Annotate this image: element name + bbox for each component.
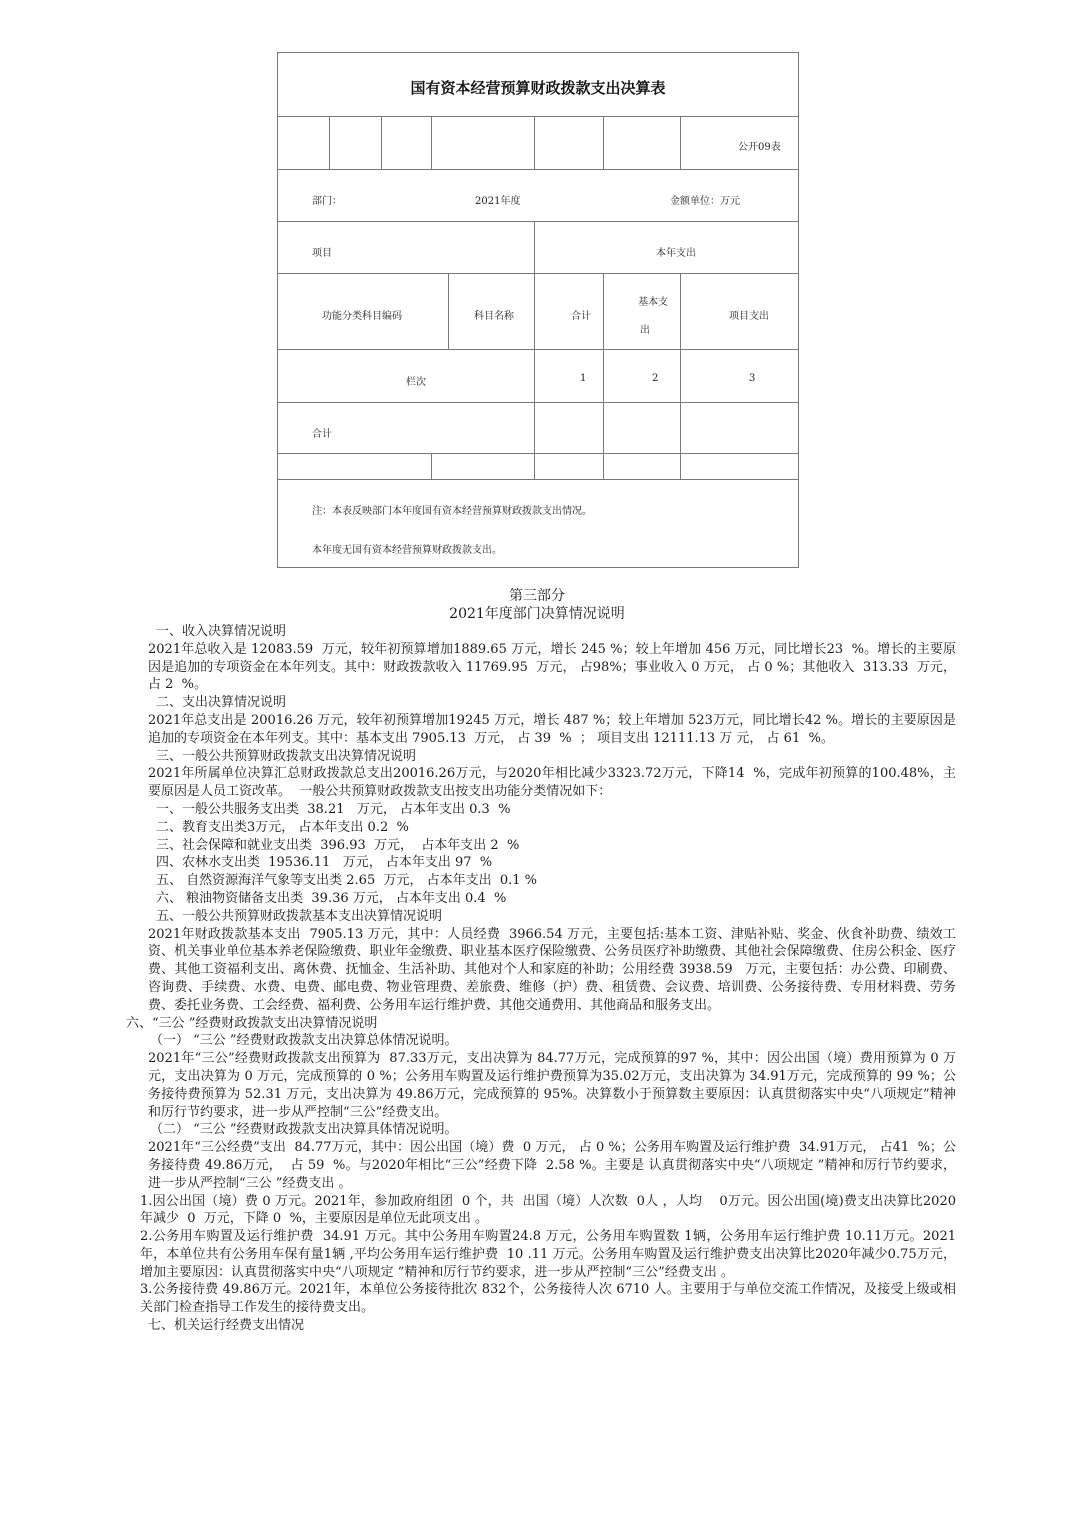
body-paragraph: 2.公务用车购置及运行维护费 34.91 万元。其中公务用车购置24.8 万元，公务用车购置数 1辆，公务用车运行维护费 10.11万元。2021年，本单位共有公务用车保有量1辆 ,平均公务用车运行维护费 10 .11 万元。公务用车购置及运行维护费支出决算比2020年减少0.75万元，增加主要原因：认真贯彻落实中央“八项规定 ”精神和厉行节约要求，进一步从严控制“三公”经费支出 。 bbox=[140, 1229, 956, 1280]
body-paragraph: 三、社会保障和就业支出类 396.93 万元， 占本年支出 2 % bbox=[156, 837, 520, 853]
table-rule bbox=[603, 116, 604, 169]
header-project-exp: 项目支出 bbox=[729, 311, 769, 322]
table-rule bbox=[534, 116, 535, 169]
amount-unit: 金额单位：万元 bbox=[670, 196, 740, 207]
header-total: 合计 bbox=[571, 311, 591, 322]
part-heading: 第三部分 bbox=[509, 588, 565, 604]
lanci-2: 2 bbox=[652, 373, 659, 384]
body-paragraph: 一、一般公共服务支出类 38.21 万元， 占本年支出 0.3 % bbox=[156, 801, 511, 817]
body-paragraph: 1.因公出国（境）费 0 万元。2021年，参加政府组团 0 个，共 出国（境）人次数 0人 ，人均 0万元。因公出国(境)费支出决算比2020年减少 0 万元，下降 0 %，主要原因是单位无此项支出 。 bbox=[140, 1193, 956, 1227]
body-paragraph: 一、收入决算情况说明 bbox=[156, 624, 287, 639]
body-paragraph: 六、 粮油物资储备支出类 39.36 万元， 占本年支出 0.4 % bbox=[156, 890, 507, 906]
table-note-1: 注：本表反映部门本年度国有资本经营预算财政拨款支出情况。 bbox=[312, 506, 592, 517]
body-paragraph: （一） “三公 ”经费财政拨款支出决算总体情况说明。 bbox=[150, 1033, 458, 1049]
table-rule bbox=[278, 453, 798, 454]
table-rule bbox=[278, 402, 798, 403]
table-note-2: 本年度无国有资本经营预算财政拨款支出。 bbox=[312, 545, 502, 556]
table-rule bbox=[278, 116, 798, 117]
table-rule bbox=[603, 273, 604, 479]
table-title: 国有资本经营预算财政拨款支出决算表 bbox=[410, 79, 666, 97]
lanci-1: 1 bbox=[580, 373, 587, 384]
body-paragraph: 2021年“三公”经费财政拨款支出预算为 87.33万元，支出决算为 84.77万元，完成预算的97 %，其中：因公出国（境）费用预算为 0 万元，支出决算为 0 万元，完成预算的 0 %；公务用车购置及运行维护费预算为35.02万元，支出决算为 34.91万元，完成预算的 99 %；公务接待费预算为 52.31 万元，支出决算为 49.86万元，完成预算的 95%。决算数小于预算数主要原因：认真贯彻落实中央“八项规定”精神和厉行节约要求，进一步从严控制“三公”经费支出。 bbox=[148, 1051, 956, 1120]
header-project: 项目 bbox=[312, 248, 332, 259]
table-rule bbox=[431, 453, 432, 479]
table-rule bbox=[329, 116, 330, 169]
body-paragraph: 2021年财政拨款基本支出 7905.13 万元，其中：人员经费 3966.54 万元，主要包括:基本工资、津贴补贴、奖金、伙食补助费、绩效工资、机关事业单位基本养老保险缴费、职业年金缴费、职业基本医疗保险缴费、公务员医疗补助缴费、其他社会保障缴费、住房公积金、医疗费、其他工资福利支出、离休费、抚恤金、生活补助、其他对个人和家庭的补助；公用经费 3938.59 万元，主要包括：办公费、印刷费、咨询费、手续费、水费、电费、邮电费、物业管理费、差旅费、维修（护）费、租赁费、会议费、培训费、公务接待费、专用材料费、劳务费、委托业务费、工会经费、福利费、公务用车运行维护费、其他交通费用、其他商品和服务支出。 bbox=[148, 926, 956, 1013]
table-rule bbox=[431, 116, 432, 169]
lanci-3: 3 bbox=[749, 373, 756, 384]
body-paragraph: 2021年所属单位决算汇总财政拨款总支出20016.26万元，与2020年相比减少3323.72万元，下降14 %，完成年初预算的100.48%，主要原因是人员工资改革。 一般公共预算财政拨款支出按支出功能分类情况如下： bbox=[148, 766, 956, 800]
body-paragraph: 三、一般公共预算财政拨款支出决算情况说明 bbox=[156, 748, 417, 764]
table-rule bbox=[680, 116, 681, 169]
body-paragraph: 2021年总支出是 20016.26 万元，较年初预算增加19245 万元，增长 487 %；较上年增加 523万元，同比增长42 %。增长的主要原因是追加的专项资金在本年列支。其中：基本支出 7905.13 万元， 占 39 % ； 项目支出 12111.13 万 元， 占 61 %。 bbox=[148, 712, 956, 746]
table-rule bbox=[278, 349, 798, 350]
body-paragraph: 七、机关运行经费支出情况 bbox=[148, 1318, 305, 1334]
part-subheading: 2021年度部门决算情况说明 bbox=[449, 606, 625, 622]
body-paragraph: 五、一般公共预算财政拨款基本支出决算情况说明 bbox=[156, 908, 443, 924]
row-lanci: 栏次 bbox=[406, 377, 426, 388]
header-basic-line2: 出 bbox=[640, 325, 650, 336]
body-paragraph: 二、教育支出类3万元， 占本年支出 0.2 % bbox=[156, 819, 409, 835]
body-paragraph: 2021年“三公经费”支出 84.77万元，其中：因公出国（境）费 0 万元， 占 0 %；公务用车购置及运行维护费 34.91万元， 占41 %；公务接待费 49.86万元， 占 59 %。与2020年相比“三公”经费下降 2.58 %。主要是 认真贯彻落实中央“八项规定 ”精神和厉行节约要求，进一步从严控制“三公 ”经费支出 。 bbox=[148, 1140, 956, 1191]
table-rule bbox=[534, 221, 535, 479]
table-rule bbox=[680, 273, 681, 479]
table-rule bbox=[448, 273, 449, 349]
body-paragraph: 五、 自然资源海洋气象等支出类 2.65 万元， 占本年支出 0.1 % bbox=[156, 873, 538, 889]
body-paragraph: （二） “三公 ”经费财政拨款支出决算具体情况说明。 bbox=[150, 1122, 458, 1138]
table-rule bbox=[278, 169, 798, 170]
body-paragraph: 六、“三公 ”经费财政拨款支出决算情况说明 bbox=[126, 1015, 378, 1031]
table-rule bbox=[278, 479, 798, 480]
header-basic-line1: 基本支 bbox=[638, 297, 668, 308]
report-year: 2021年度 bbox=[475, 196, 521, 207]
header-subject-name: 科目名称 bbox=[474, 311, 514, 322]
explanation-body bbox=[126, 623, 961, 1335]
budget-table bbox=[277, 52, 799, 568]
table-rule bbox=[381, 116, 382, 169]
table-rule bbox=[278, 221, 798, 222]
body-paragraph: 二、支出决算情况说明 bbox=[156, 695, 287, 711]
body-paragraph: 四、农林水支出类 19536.11 万元， 占本年支出 97 % bbox=[156, 855, 493, 871]
table-rule bbox=[278, 273, 798, 274]
dept-label: 部门： bbox=[312, 196, 342, 207]
row-total: 合计 bbox=[312, 429, 332, 440]
table-code: 公开09表 bbox=[738, 142, 781, 153]
body-paragraph: 3.公务接待费 49.86万元。2021年，本单位公务接待批次 832个，公务接待人次 6710 人。主要用于与单位交流工作情况，及接受上级或相关部门检查指导工作发生的接待费支出。 bbox=[140, 1282, 956, 1316]
body-paragraph: 2021年总收入是 12083.59 万元，较年初预算增加1889.65 万元，增长 245 %；较上年增加 456 万元，同比增长23 %。增长的主要原因是追加的专项资金在本年列支。其中：财政拨款收入 11769.95 万元， 占98%；事业收入 0 万元， 占 0 %；其他收入 313.33 万元， 占 2 %。 bbox=[148, 641, 961, 693]
header-func-code: 功能分类科目编码 bbox=[322, 311, 402, 322]
header-this-year: 本年支出 bbox=[656, 248, 696, 259]
